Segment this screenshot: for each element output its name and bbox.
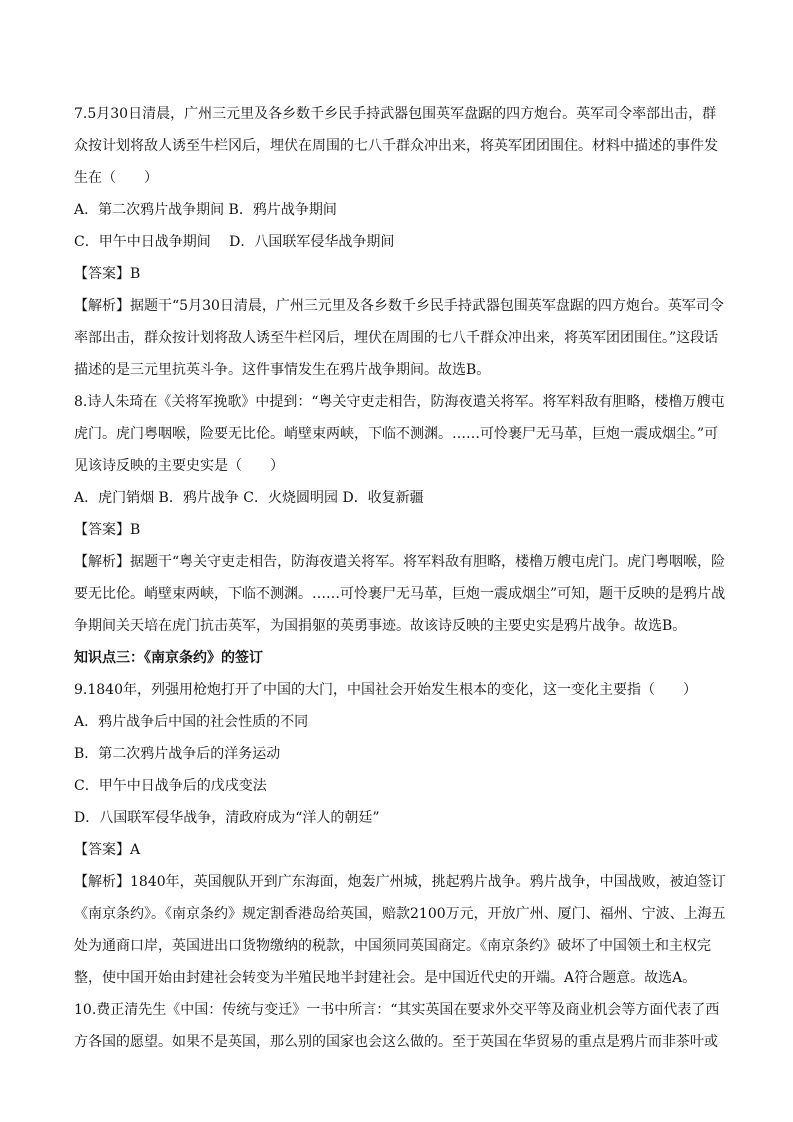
q7-analysis: 【解析】据题干“5月30日清晨，广州三元里及各乡数千乡民手持武器包围英军盘踞的四方炮台。英军司令率部出击，群众按计划将敌人诱至牛栏冈后，埋伏在周围的七八千群众冲出来，将英军团团围住。”这段话描述的是三元里抗英斗争。这件事情发生在鸦片战争期间。故选B。 (74, 298, 724, 378)
q9-analysis: 【解析】1840年，英国舰队开到广东海面，炮轰广州城，挑起鸦片战争。鸦片战争，中国战败，被迫签订《南京条约》。《南京条约》规定割香港岛给英国，赔款2100万元，开放广州、厦门、福州、宁波、上海五处为通商口岸，英国进出口货物缴纳的税款，中国须同英国商定。《南京条约》破坏了中国领土和主权完整，使中国开始由封建社会转变为半殖民地半封建社会。是中国近代史的开端。A符合题意。故选A。 (74, 874, 726, 986)
q7-option-ab: A．第二次鸦片战争期间 B．鸦片战争期间 (74, 202, 337, 218)
q9-option-d: D．八国联军侵华战争，清政府成为“洋人的朝廷” (74, 810, 380, 826)
q7-answer: 【答案】B (74, 266, 141, 282)
q8-answer: 【答案】B (74, 522, 141, 538)
q9-option-b: B．第二次鸦片战争后的洋务运动 (74, 746, 281, 762)
q8-analysis: 【解析】据题干“粤关守吏走相告，防海夜遣关将军。将军料敌有胆略，楼橹万艘屯虎门。虎门粤咽喉，险要无比伦。峭壁束两峡，下临不测渊。……可怜裹尸无马革，巨炮一震成烟尘”可知，题干反映的是鸦片战争期间关天培在虎门抗击英军，为国捐躯的英勇事迹。故该诗反映的主要史实是鸦片战争。故选B。 (74, 554, 726, 634)
document-content (74, 98, 728, 1058)
q8-stem: 8.诗人朱琦在《关将军挽歌》中提到：“粤关守吏走相告，防海夜遣关将军。将军料敌有胆略，楼橹万艘屯虎门。虎门粤咽喉，险要无比伦。峭壁束两峡，下临不测渊。……可怜裹尸无马革，巨炮一震成烟尘。”可见该诗反映的主要史实是（ ） (74, 394, 725, 474)
q9-option-c: C．甲午中日战争后的戊戌变法 (74, 778, 267, 794)
q9-answer: 【答案】A (74, 842, 141, 858)
q10-stem: 10.费正清先生《中国：传统与变迁》一书中所言：“其实英国在要求外交平等及商业机会等方面代表了西方各国的愿望。如果不是英国，那么别的国家也会这么做的。至于英国在华贸易的重点是鸦片而非茶叶或 (74, 1002, 720, 1050)
q7-option-cd: C．甲午中日战争期间 D．八国联军侵华战争期间 (74, 234, 395, 250)
q9-option-a: A．鸦片战争后中国的社会性质的不同 (74, 714, 309, 730)
q7-stem: 7.5月30日清晨，广州三元里及各乡数千乡民手持武器包围英军盘踞的四方炮台。英军司令率部出击，群众按计划将敌人诱至牛栏冈后，埋伏在周围的七八千群众冲出来，将英军团团围住。材料中描述的事件发生在（ ） (74, 106, 718, 186)
q9-stem: 9.1840年，列强用枪炮打开了中国的大门，中国社会开始发生根本的变化，这一变化主要指（ ） (74, 682, 697, 698)
section-heading: 知识点三：《南京条约》的签订 (74, 650, 263, 666)
q8-options: A．虎门销烟 B．鸦片战争 C．火烧圆明园 D．收复新疆 (74, 490, 424, 506)
